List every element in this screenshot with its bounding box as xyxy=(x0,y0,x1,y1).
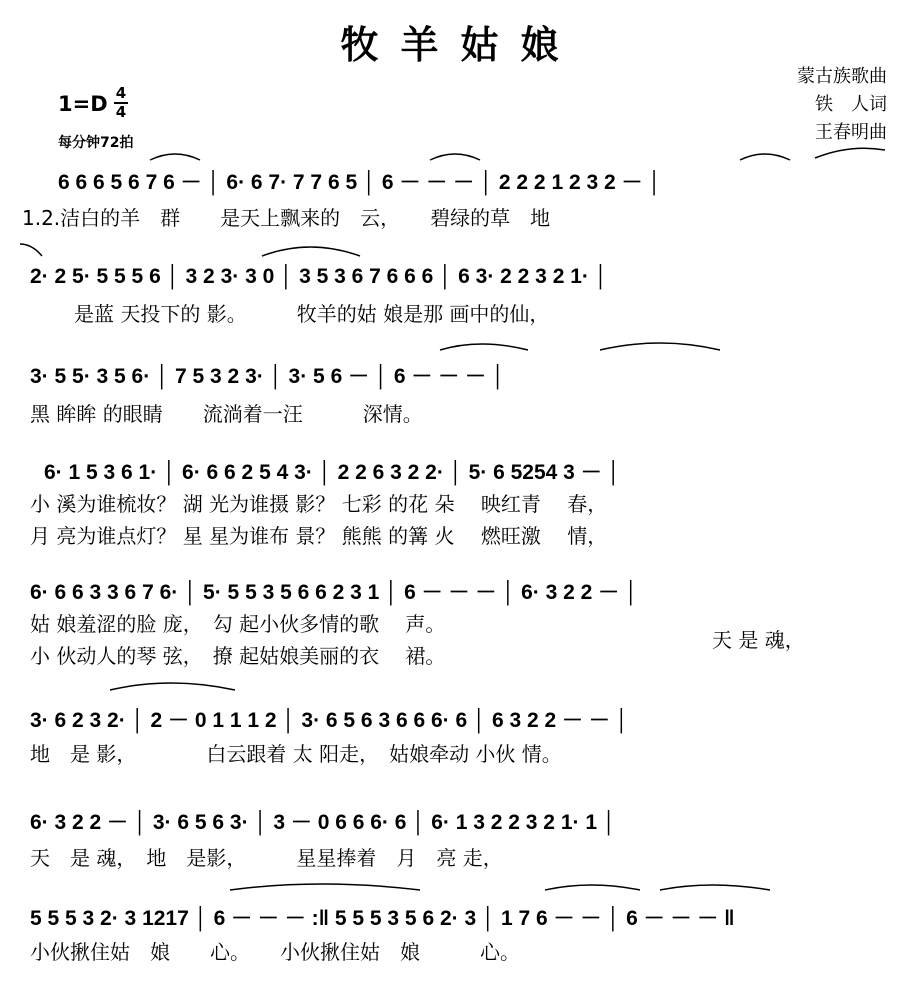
notation-line: 6· 3 2 2 － │ 3· 6 5 6 3· │ 3 － 0 6 6 6· 6 │ 6· 1 3 2 2 3 2 1· 1 │ xyxy=(30,811,616,834)
time-signature-bottom: 4 xyxy=(115,103,127,121)
side-lyric: 天 是 魂， xyxy=(712,628,805,652)
notation-line: 6· 6 6 3 3 6 7 6· │ 5· 5 5 3 5 6 6 2 3 1 │ 6 － － － │ 6· 3 2 2 － │ xyxy=(30,581,639,604)
lyric-line: 小伙揪住姑 娘 心。 小伙揪住姑 娘 心。 xyxy=(30,940,520,964)
credit-origin: 蒙古族歌曲 xyxy=(797,66,887,87)
lyric-line: 天 是 魂， 地 是影， 星星捧着 月 亮 走， xyxy=(30,846,503,870)
credit-lyricist: 铁 人词 xyxy=(815,94,887,115)
song-title: 牧羊姑娘 xyxy=(340,23,581,67)
lyric-line: 月 亮为谁点灯？ 星 星为谁布 景？ 熊熊 的篝 火 燃旺激 情， xyxy=(30,524,608,548)
tempo-marking: 每分钟72拍 xyxy=(58,135,134,151)
notation-line: 5 5 5 3 2· 3 1217 │ 6 － － － :‖ 5 5 5 3 5 6 2· 3 │ 1 7 6 － － │ 6 － － － ‖ xyxy=(30,907,735,930)
time-signature-top: 4 xyxy=(115,84,127,102)
lyric-line: 小 伙动人的琴 弦， 撩 起姑娘美丽的衣 裙。 xyxy=(30,644,446,668)
credit-composer: 王春明曲 xyxy=(815,122,887,143)
notation-line: 2· 2 5· 5 5 5 6 │ 3 2 3· 3 0 │ 3 5 3 6 7 6 6 6 │ 6 3· 2 2 3 2 1· │ xyxy=(30,265,608,288)
lyric-line: 姑 娘羞涩的脸 庞， 勾 起小伙多情的歌 声。 xyxy=(30,612,446,636)
lyric-line: 是蓝 天投下的 影。 牧羊的姑 娘是那 画中的仙， xyxy=(74,302,550,326)
lyric-line: 黑 眸眸 的眼睛 流淌着一汪 深情。 xyxy=(30,402,423,426)
key-signature: 1=D xyxy=(58,92,108,116)
notation-line: 3· 6 2 3 2· │ 2 － 0 1 1 1 2 │ 3· 6 5 6 3 6 6 6· 6 │ 6 3 2 2 － － │ xyxy=(30,709,629,732)
notation-line: 6· 1 5 3 6 1· │ 6· 6 6 2 5 4 3· │ 2 2 6 3 2 2· │ 5· 6 5254 3 － │ xyxy=(44,461,621,484)
lyric-line: 1.2.洁白的羊 群 是天上飘来的 云， 碧绿的草 地 xyxy=(22,206,551,230)
lyric-line: 地 是 影， 白云跟着 太 阳走， 姑娘牵动 小伙 情。 xyxy=(30,742,562,766)
notation-line: 3· 5 5· 3 5 6· │ 7 5 3 2 3· │ 3· 5 6 － │ 6 － － － │ xyxy=(30,365,506,388)
lyric-line: 小 溪为谁梳妆？ 湖 光为谁摄 影？ 七彩 的花 朵 映红青 春， xyxy=(30,492,608,516)
notation-line: 6 6 6 5 6 7 6 － │ 6· 6 7· 7 7 6 5 │ 6 － － － │ 2 2 2 1 2 3 2 － │ xyxy=(58,171,662,194)
